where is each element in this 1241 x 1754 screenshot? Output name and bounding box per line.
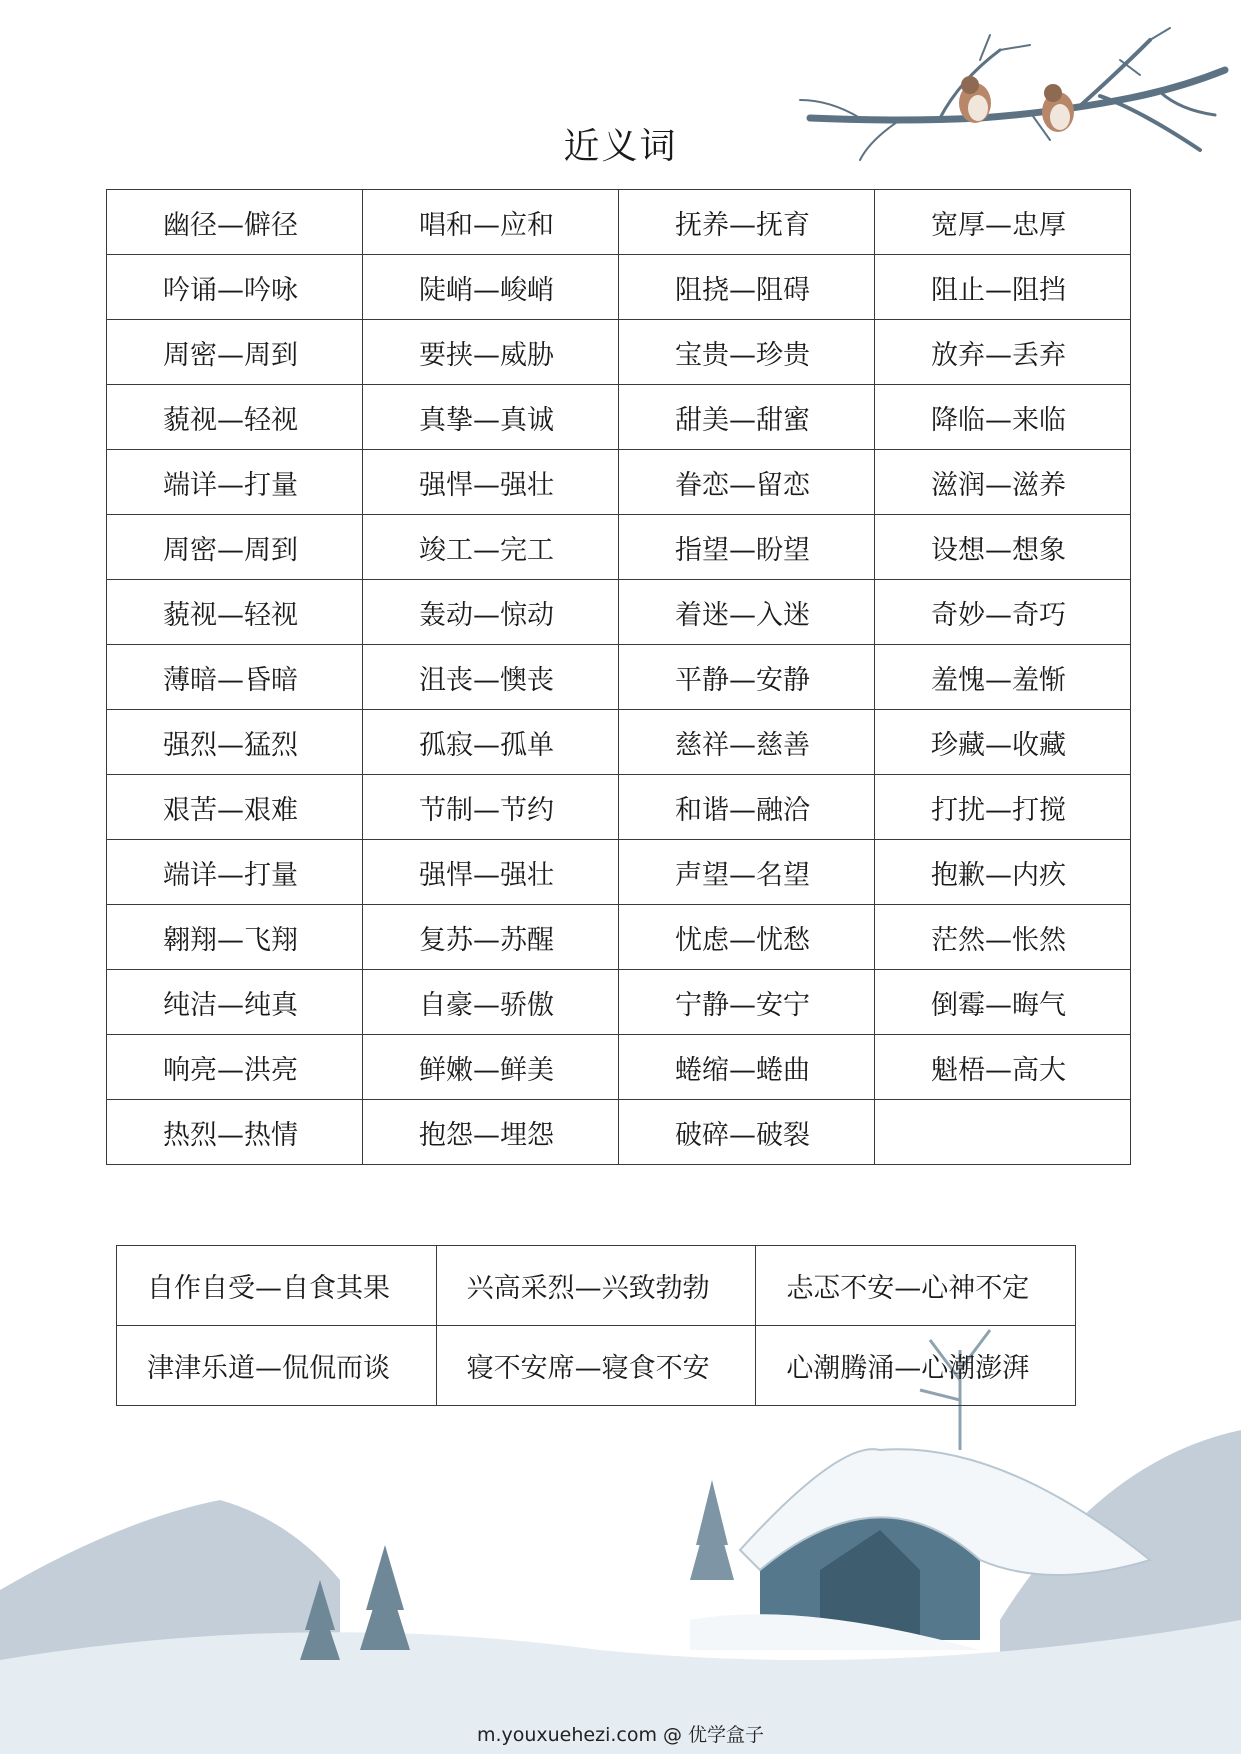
synonym-pair-cell: 声望—名望 (619, 840, 875, 905)
idiom-synonym-table (116, 1245, 1076, 1406)
table-row (107, 450, 1131, 515)
synonym-pair-cell: 热烈—热情 (107, 1100, 363, 1165)
synonym-pair-cell: 薄暗—昏暗 (107, 645, 363, 710)
synonym-pair-cell: 抱怨—埋怨 (363, 1100, 619, 1165)
synonym-pair-cell: 奇妙—奇巧 (875, 580, 1131, 645)
synonym-pair-cell: 复苏—苏醒 (363, 905, 619, 970)
synonym-pair-cell: 甜美—甜蜜 (619, 385, 875, 450)
synonym-pair-cell (875, 1100, 1131, 1165)
synonym-pair-cell: 打扰—打搅 (875, 775, 1131, 840)
table-row (107, 775, 1131, 840)
synonym-pair-cell: 艰苦—艰难 (107, 775, 363, 840)
synonym-pair-cell: 鲜嫩—鲜美 (363, 1035, 619, 1100)
synonym-pair-cell: 忐忑不安—心神不定 (756, 1246, 1076, 1326)
table-row (107, 1100, 1131, 1165)
synonym-pair-cell: 茫然—怅然 (875, 905, 1131, 970)
synonym-pair-cell: 津津乐道—侃侃而谈 (117, 1326, 437, 1406)
table-row (107, 1035, 1131, 1100)
synonym-pair-cell: 真挚—真诚 (363, 385, 619, 450)
synonym-pair-cell: 节制—节约 (363, 775, 619, 840)
table-row (117, 1246, 1076, 1326)
synonym-pair-cell: 周密—周到 (107, 320, 363, 385)
table-row (107, 645, 1131, 710)
synonym-pair-cell: 抚养—抚育 (619, 190, 875, 255)
synonym-pair-cell: 纯洁—纯真 (107, 970, 363, 1035)
synonym-pair-cell: 魁梧—高大 (875, 1035, 1131, 1100)
synonym-pair-cell: 平静—安静 (619, 645, 875, 710)
synonym-pair-cell: 和谐—融洽 (619, 775, 875, 840)
synonym-pair-cell: 强烈—猛烈 (107, 710, 363, 775)
synonym-pair-cell: 竣工—完工 (363, 515, 619, 580)
synonym-pair-cell: 慈祥—慈善 (619, 710, 875, 775)
synonym-pair-cell: 心潮腾涌—心潮澎湃 (756, 1326, 1076, 1406)
table-row (107, 320, 1131, 385)
synonym-pair-cell: 指望—盼望 (619, 515, 875, 580)
synonym-pair-cell: 破碎—破裂 (619, 1100, 875, 1165)
synonym-table (106, 189, 1131, 1165)
synonym-pair-cell: 陡峭—峻峭 (363, 255, 619, 320)
table-row (107, 905, 1131, 970)
synonym-pair-cell: 宝贵—珍贵 (619, 320, 875, 385)
synonym-pair-cell: 强悍—强壮 (363, 450, 619, 515)
table-row (107, 710, 1131, 775)
synonym-pair-cell: 阻止—阻挡 (875, 255, 1131, 320)
table-row (107, 515, 1131, 580)
synonym-pair-cell: 降临—来临 (875, 385, 1131, 450)
synonym-pair-cell: 周密—周到 (107, 515, 363, 580)
synonym-pair-cell: 兴高采烈—兴致勃勃 (436, 1246, 756, 1326)
table-row (107, 840, 1131, 905)
synonym-pair-cell: 藐视—轻视 (107, 385, 363, 450)
table-row (107, 970, 1131, 1035)
synonym-pair-cell: 忧虑—忧愁 (619, 905, 875, 970)
synonym-pair-cell: 端详—打量 (107, 840, 363, 905)
page-title: 近义词 (563, 126, 678, 167)
table-row (117, 1326, 1076, 1406)
synonym-pair-cell: 孤寂—孤单 (363, 710, 619, 775)
synonym-pair-cell: 宁静—安宁 (619, 970, 875, 1035)
synonym-pair-cell: 自豪—骄傲 (363, 970, 619, 1035)
synonym-pair-cell: 滋润—滋养 (875, 450, 1131, 515)
synonym-pair-cell: 藐视—轻视 (107, 580, 363, 645)
synonym-pair-cell: 寝不安席—寝食不安 (436, 1326, 756, 1406)
footer-website: m.youxuehezi.com @ 优学盒子 (476, 1724, 765, 1746)
synonym-pair-cell: 轰动—惊动 (363, 580, 619, 645)
synonym-pair-cell: 沮丧—懊丧 (363, 645, 619, 710)
synonym-pair-cell: 珍藏—收藏 (875, 710, 1131, 775)
synonym-pair-cell: 吟诵—吟咏 (107, 255, 363, 320)
synonym-pair-cell: 宽厚—忠厚 (875, 190, 1131, 255)
synonym-pair-cell: 幽径—僻径 (107, 190, 363, 255)
synonym-pair-cell: 羞愧—羞惭 (875, 645, 1131, 710)
synonym-pair-cell: 要挟—威胁 (363, 320, 619, 385)
table-row (107, 190, 1131, 255)
synonym-pair-cell: 自作自受—自食其果 (117, 1246, 437, 1326)
synonym-pair-cell: 设想—想象 (875, 515, 1131, 580)
synonym-pair-cell: 响亮—洪亮 (107, 1035, 363, 1100)
synonym-pair-cell: 着迷—入迷 (619, 580, 875, 645)
synonym-pair-cell: 倒霉—晦气 (875, 970, 1131, 1035)
synonym-pair-cell: 翱翔—飞翔 (107, 905, 363, 970)
synonym-pair-cell: 抱歉—内疚 (875, 840, 1131, 905)
table-row (107, 580, 1131, 645)
synonym-pair-cell: 端详—打量 (107, 450, 363, 515)
table-row (107, 385, 1131, 450)
synonym-pair-cell: 阻挠—阻碍 (619, 255, 875, 320)
synonym-pair-cell: 眷恋—留恋 (619, 450, 875, 515)
synonym-pair-cell: 强悍—强壮 (363, 840, 619, 905)
table-row (107, 255, 1131, 320)
bird-icon (959, 76, 991, 123)
synonym-pair-cell: 唱和—应和 (363, 190, 619, 255)
synonym-pair-cell: 放弃—丢弃 (875, 320, 1131, 385)
synonym-pair-cell: 蜷缩—蜷曲 (619, 1035, 875, 1100)
